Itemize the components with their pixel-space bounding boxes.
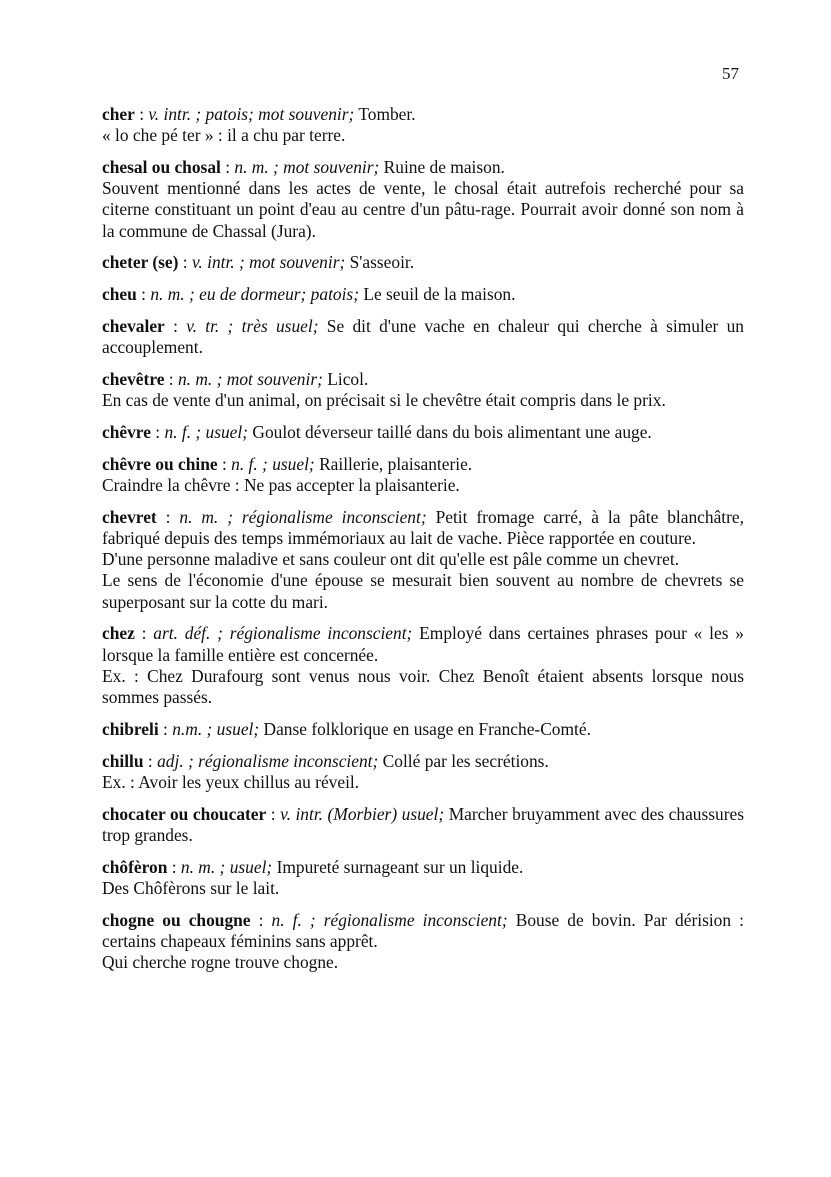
headword: chogne ou chougne xyxy=(102,909,251,930)
headword: chocater ou choucater xyxy=(102,803,267,824)
dictionary-entry xyxy=(102,454,744,496)
dictionary-entries xyxy=(102,104,744,984)
definition: Danse folklorique en usage en Franche-Comté. xyxy=(263,718,591,739)
grammar-note: n. m. ; eu de dormeur; patois; xyxy=(150,284,359,305)
entry-note: Ex. : Chez Durafourg sont venus nous voir. Chez Benoît étaient absents lorsque nous sommes passés. xyxy=(102,665,744,708)
dictionary-entry xyxy=(102,284,744,305)
dictionary-entry xyxy=(102,804,744,846)
dictionary-entry xyxy=(102,252,744,273)
entry-first-line: chocater ou choucater : v. intr. (Morbier) usuel; Marcher bruyamment avec des chaussures trop grandes. xyxy=(102,803,744,845)
grammar-note: n. m. ; usuel; xyxy=(180,856,273,877)
definition: Tomber. xyxy=(358,104,416,124)
dictionary-entry xyxy=(102,316,744,358)
dictionary-entry xyxy=(102,507,744,613)
headword: chevret xyxy=(102,506,157,527)
definition: Collé par les secrétions. xyxy=(382,750,549,771)
grammar-note: n. f. ; régionalisme inconscient; xyxy=(271,909,508,930)
definition: Le seuil de la maison. xyxy=(363,284,516,305)
dictionary-entry xyxy=(102,157,744,242)
headword: cheter (se) xyxy=(102,252,179,273)
definition: S'asseoir. xyxy=(349,252,415,273)
headword: chôfèron xyxy=(102,856,168,877)
entry-first-line: chêvre : n. f. ; usuel; Goulot déverseur taillé dans du bois alimentant une auge. xyxy=(102,422,652,442)
headword: cher xyxy=(102,104,135,124)
grammar-note: n. f. ; usuel; xyxy=(231,453,315,474)
definition: Licol. xyxy=(327,369,369,389)
entry-first-line: chibreli : n.m. ; usuel; Danse folklorique en usage en Franche-Comté. xyxy=(102,718,591,739)
definition: Ruine de maison. xyxy=(383,157,505,177)
dictionary-entry xyxy=(102,751,744,793)
entry-first-line: chevêtre : n. m. ; mot souvenir; Licol. xyxy=(102,369,369,389)
entry-first-line: chevret : n. m. ; régionalisme inconscient; Petit fromage carré, à la pâte blanchâtre, fabriqué depuis des temps immémoriaux au lait de vache. Pièce rapportée en couture. xyxy=(102,506,744,548)
definition: Se dit d'une vache en chaleur qui cherche à simuler un accouplement. xyxy=(102,316,745,358)
headword: chêvre ou chine xyxy=(102,453,218,474)
entry-first-line: cheter (se) : v. intr. ; mot souvenir; S'asseoir. xyxy=(102,252,415,273)
entry-note: Ex. : Avoir les yeux chillus au réveil. xyxy=(102,771,360,792)
entry-note: Des Chôfèrons sur le lait. xyxy=(102,877,280,898)
definition: Bouse de bovin. Par dérision : certains chapeaux féminins sans apprêt. xyxy=(102,909,744,951)
entry-first-line: chesal ou chosal : n. m. ; mot souvenir; Ruine de maison. xyxy=(102,157,505,177)
entry-note: « lo che pé ter » : il a chu par terre. xyxy=(102,125,346,146)
grammar-note: art. déf. ; régionalisme inconscient; xyxy=(153,623,413,644)
entry-first-line: chez : art. déf. ; régionalisme inconscient; Employé dans certaines phrases pour « les » lorsque la famille entière est concernée. xyxy=(102,623,745,665)
headword: chibreli xyxy=(102,718,159,739)
entry-first-line: chogne ou chougne : n. f. ; régionalisme inconscient; Bouse de bovin. Par dérision : certains chapeaux féminins sans apprêt. xyxy=(102,909,744,951)
headword: chesal ou chosal xyxy=(102,157,221,177)
entry-note: En cas de vente d'un animal, on précisait si le chevêtre était compris dans le prix. xyxy=(102,390,666,411)
headword: chêvre xyxy=(102,422,151,442)
entry-note: Souvent mentionné dans les actes de vente, le chosal était autrefois recherché pour sa citerne constituant un point d'eau au centre d'un pâtu-rage. Pourrait avoir donné son nom à la commune de Chassal (Jura). xyxy=(102,178,744,241)
definition: Petit fromage carré, à la pâte blanchâtre, fabriqué depuis des temps immémoriaux au lait de vache. Pièce rapportée en couture. xyxy=(102,506,744,548)
grammar-note: n. f. ; usuel; xyxy=(164,422,249,442)
definition: Employé dans certaines phrases pour « les » lorsque la famille entière est concernée. xyxy=(102,623,745,665)
grammar-note: n. m. ; régionalisme inconscient; xyxy=(179,506,427,527)
dictionary-entry xyxy=(102,422,744,443)
grammar-note: v. intr. (Morbier) usuel; xyxy=(280,803,445,824)
entry-first-line: cheu : n. m. ; eu de dormeur; patois; Le seuil de la maison. xyxy=(102,284,516,305)
grammar-note: n.m. ; usuel; xyxy=(172,718,260,739)
definition: Raillerie, plaisanterie. xyxy=(319,453,473,474)
definition: Marcher bruyamment avec des chaussures trop grandes. xyxy=(102,803,744,845)
dictionary-entry xyxy=(102,719,744,740)
grammar-note: n. m. ; mot souvenir; xyxy=(177,369,323,389)
entry-note: D'une personne maladive et sans couleur ont dit qu'elle est pâle comme un chevret. xyxy=(102,549,680,570)
headword: chevaler xyxy=(102,316,165,336)
entry-first-line: cher : v. intr. ; patois; mot souvenir; Tomber. xyxy=(102,104,416,124)
dictionary-entry xyxy=(102,104,744,146)
grammar-note: adj. ; régionalisme inconscient; xyxy=(157,750,379,771)
page-number: 57 xyxy=(722,64,739,83)
entry-note: Qui cherche rogne trouve chogne. xyxy=(102,952,339,973)
dictionary-entry xyxy=(102,623,744,708)
entry-note: Le sens de l'économie d'une épouse se mesurait bien souvent au nombre de chevrets se superposant sur la cotte du mari. xyxy=(102,570,744,612)
grammar-note: n. m. ; mot souvenir; xyxy=(234,157,380,177)
definition: Goulot déverseur taillé dans du bois alimentant une auge. xyxy=(252,422,652,442)
headword: cheu xyxy=(102,284,137,305)
grammar-note: v. intr. ; mot souvenir; xyxy=(191,252,346,273)
dictionary-entry xyxy=(102,369,744,411)
entry-first-line: chêvre ou chine : n. f. ; usuel; Raillerie, plaisanterie. xyxy=(102,453,473,474)
entry-note: Craindre la chêvre : Ne pas accepter la plaisanterie. xyxy=(102,475,460,495)
entry-first-line: chôfèron : n. m. ; usuel; Impureté surnageant sur un liquide. xyxy=(102,856,524,877)
headword: chez xyxy=(102,623,135,644)
grammar-note: v. tr. ; très usuel; xyxy=(186,316,319,336)
entry-first-line: chevaler : v. tr. ; très usuel; Se dit d'une vache en chaleur qui cherche à simuler un accouplement. xyxy=(102,316,745,358)
dictionary-entry xyxy=(102,910,744,974)
headword: chillu xyxy=(102,750,144,771)
grammar-note: v. intr. ; patois; mot souvenir; xyxy=(148,104,355,124)
entry-first-line: chillu : adj. ; régionalisme inconscient; Collé par les secrétions. xyxy=(102,750,549,771)
dictionary-entry xyxy=(102,857,744,899)
headword: chevêtre xyxy=(102,369,165,389)
definition: Impureté surnageant sur un liquide. xyxy=(276,856,524,877)
